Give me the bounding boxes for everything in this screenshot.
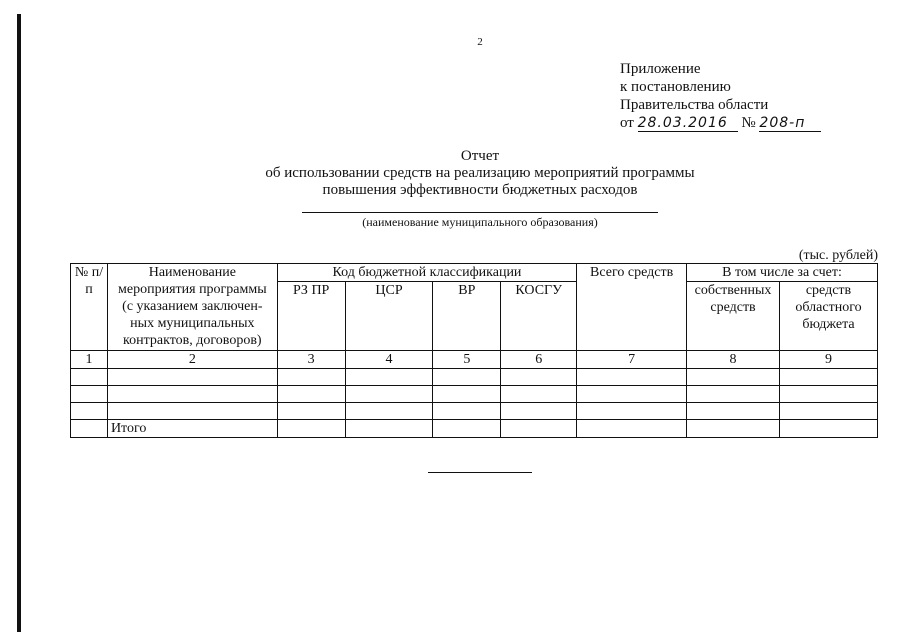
col-num-cell: 9 [780, 351, 878, 369]
table-cell [71, 369, 108, 386]
title-line-2: об использовании средств на реализацию мероприятий программы [265, 165, 695, 181]
col-num-cell: 3 [277, 351, 345, 369]
table-cell [433, 403, 501, 420]
table-cell [577, 420, 687, 438]
table-cell [277, 403, 345, 420]
table-cell [345, 403, 433, 420]
header-including: В том числе за счет: [687, 264, 878, 282]
appendix-line-3: Правительства области [620, 97, 769, 113]
header-total: Всего средств [577, 264, 687, 351]
table-cell [687, 386, 780, 403]
col-num-cell: 7 [577, 351, 687, 369]
table-cell [433, 420, 501, 438]
table-cell [780, 369, 878, 386]
table-cell [577, 369, 687, 386]
header-row-1 [71, 264, 878, 282]
header-code-group: Код бюджетной классификации [277, 264, 576, 282]
table-row [71, 386, 878, 403]
table-cell [433, 369, 501, 386]
municipality-underline [302, 212, 658, 213]
table-cell [71, 386, 108, 403]
binding-line [17, 14, 21, 632]
table-cell [577, 403, 687, 420]
col-num-cell: 5 [433, 351, 501, 369]
table-cell [577, 386, 687, 403]
appendix-date-line [620, 114, 821, 132]
col-num-cell: 1 [71, 351, 108, 369]
closing-line [428, 472, 532, 473]
table-cell [780, 420, 878, 438]
number-prefix: № [741, 115, 756, 131]
table-cell [687, 369, 780, 386]
table-cell [277, 420, 345, 438]
col-num-cell: 6 [501, 351, 577, 369]
header-csr: ЦСР [345, 282, 433, 351]
total-row [71, 420, 878, 438]
date-prefix: от [620, 115, 634, 131]
title-line-1: Отчет [460, 148, 500, 164]
table-cell [107, 386, 277, 403]
col-num-cell: 8 [687, 351, 780, 369]
column-number-row [71, 351, 878, 369]
header-rzpr: РЗ ПР [277, 282, 345, 351]
table-cell [345, 369, 433, 386]
table-cell [71, 403, 108, 420]
table-cell [501, 386, 577, 403]
table-cell [107, 403, 277, 420]
header-own: собственных средств [687, 282, 780, 351]
page-number: 2 [477, 36, 483, 48]
municipality-caption: (наименование муниципального образования) [362, 215, 598, 229]
table-cell [780, 403, 878, 420]
table-cell [501, 403, 577, 420]
handwritten-number: 208-п [759, 115, 821, 132]
appendix-line-2: к постановлению [620, 79, 731, 95]
table-cell [687, 403, 780, 420]
header-kosgu: КОСГУ [501, 282, 577, 351]
table-cell [345, 420, 433, 438]
table-cell [71, 420, 108, 438]
handwritten-date: 28.03.2016 [638, 115, 738, 132]
col-num-cell: 4 [345, 351, 433, 369]
report-table [70, 263, 878, 438]
table-cell [107, 369, 277, 386]
units-label: (тыс. рублей) [798, 248, 878, 263]
table-cell [501, 369, 577, 386]
appendix-line-1: Приложение [620, 61, 701, 77]
table-cell [277, 369, 345, 386]
table-row [71, 403, 878, 420]
table-cell [277, 386, 345, 403]
table-row [71, 369, 878, 386]
appendix-block [620, 60, 821, 132]
total-label: Итого [107, 420, 277, 438]
report-title [200, 148, 760, 199]
table-cell [780, 386, 878, 403]
table-cell [345, 386, 433, 403]
title-line-3: повышения эффективности бюджетных расходов [322, 182, 638, 198]
header-vr: ВР [433, 282, 501, 351]
header-num: № п/п [71, 264, 108, 351]
header-regional: средств областного бюджета [780, 282, 878, 351]
col-num-cell: 2 [107, 351, 277, 369]
table-cell [501, 420, 577, 438]
header-name: Наименование мероприятия программы (с указанием заключен-ных муниципальных контрактов, договоров) [107, 264, 277, 351]
table-cell [687, 420, 780, 438]
table-cell [433, 386, 501, 403]
